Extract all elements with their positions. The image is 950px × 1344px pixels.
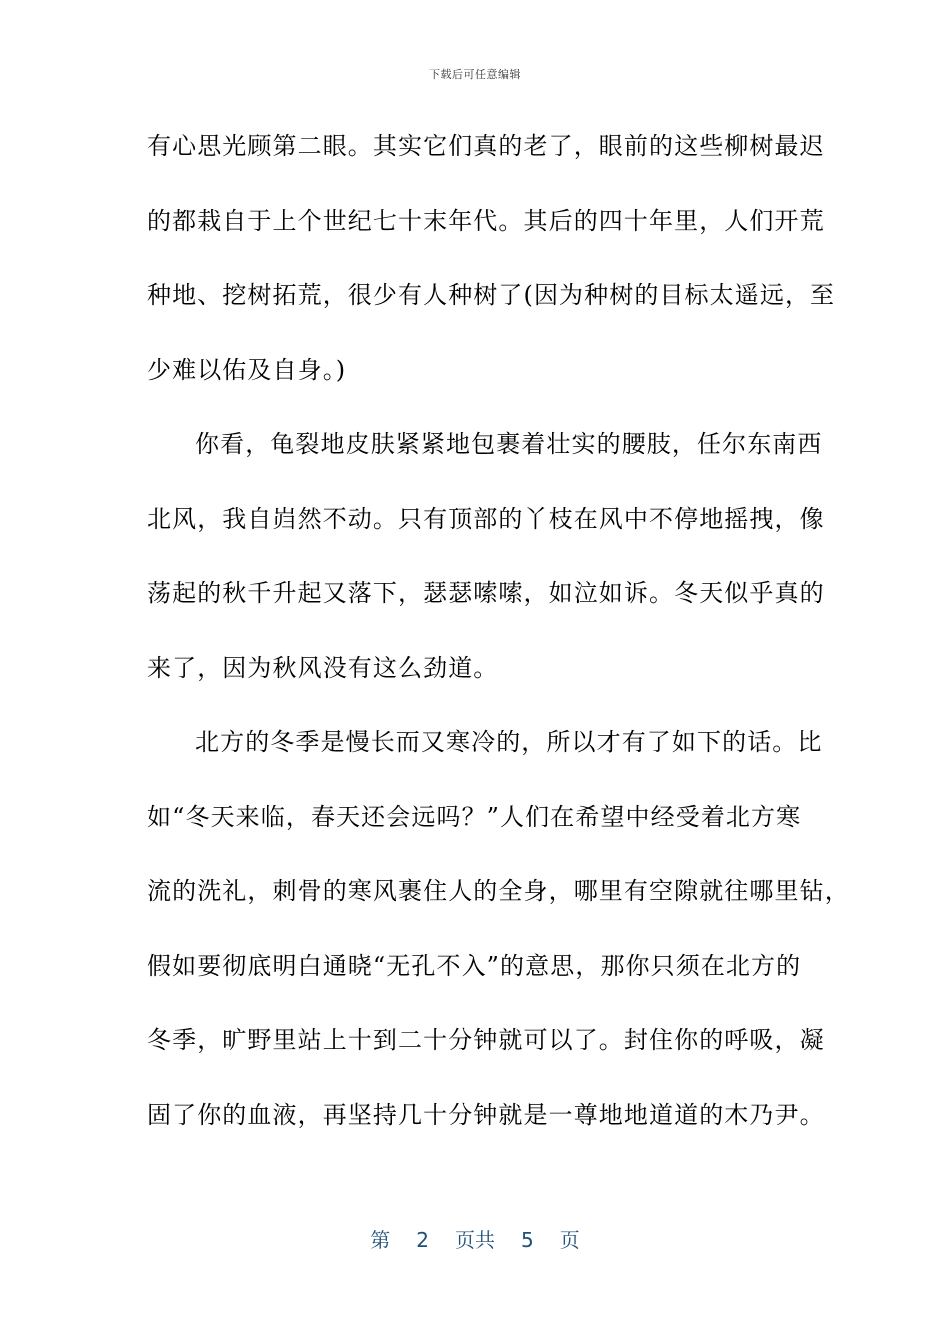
text-line: 如“冬天来临，春天还会远吗？”人们在希望中经受着北方寒 bbox=[147, 802, 802, 831]
paragraph-start-line: 你看，龟裂地皮肤紧紧地包裹着壮实的腰肢，任尔东南西 bbox=[195, 430, 823, 458]
footer-suffix: 页 bbox=[559, 1228, 580, 1252]
text-line: 少难以佑及自身。) bbox=[147, 355, 347, 384]
footer-prefix: 第 bbox=[370, 1228, 391, 1252]
text-line: 冬季，旷野里站上十到二十分钟就可以了。封住你的呼吸，凝 bbox=[147, 1026, 825, 1054]
page-footer bbox=[0, 1224, 950, 1253]
text-line: 的都栽自于上个世纪七十末年代。其后的四十年里，人们开荒 bbox=[147, 206, 825, 235]
text-line: 来了，因为秋风没有这么劲道。 bbox=[147, 653, 499, 682]
text-line: 流的洗礼，刺骨的寒风裹住人的全身，哪里有空隙就往哪里钻， bbox=[147, 877, 850, 905]
text-line: 种地、挖树拓荒，很少有人种树了(因为种树的目标太遥远，至 bbox=[147, 281, 836, 309]
text-line: 固了你的血液，再坚持几十分钟就是一尊地地道道的木乃尹。 bbox=[147, 1100, 825, 1129]
text-line: 北风，我自岿然不动。只有顶部的丫枝在风中不停地摇拽，像 bbox=[147, 504, 825, 533]
text-line: 荡起的秋千升起又落下，瑟瑟嗦嗦，如泣如诉。冬天似乎真的 bbox=[147, 579, 825, 607]
text-line: 假如要彻底明白通晓“无孔不入”的意思，那你只须在北方的 bbox=[147, 951, 802, 980]
paragraph-start-line: 北方的冬季是慢长而又寒冷的，所以才有了如下的话。比 bbox=[195, 728, 823, 756]
text-line: 有心思光顾第二眼。其实它们真的老了，眼前的这些柳树最迟 bbox=[147, 132, 825, 160]
document-body bbox=[147, 126, 850, 1169]
page-header: 下载后可任意编辑 bbox=[429, 68, 521, 81]
current-page-number: 2 bbox=[416, 1228, 429, 1252]
total-pages-number: 5 bbox=[521, 1228, 534, 1252]
footer-middle: 页共 bbox=[455, 1228, 495, 1252]
